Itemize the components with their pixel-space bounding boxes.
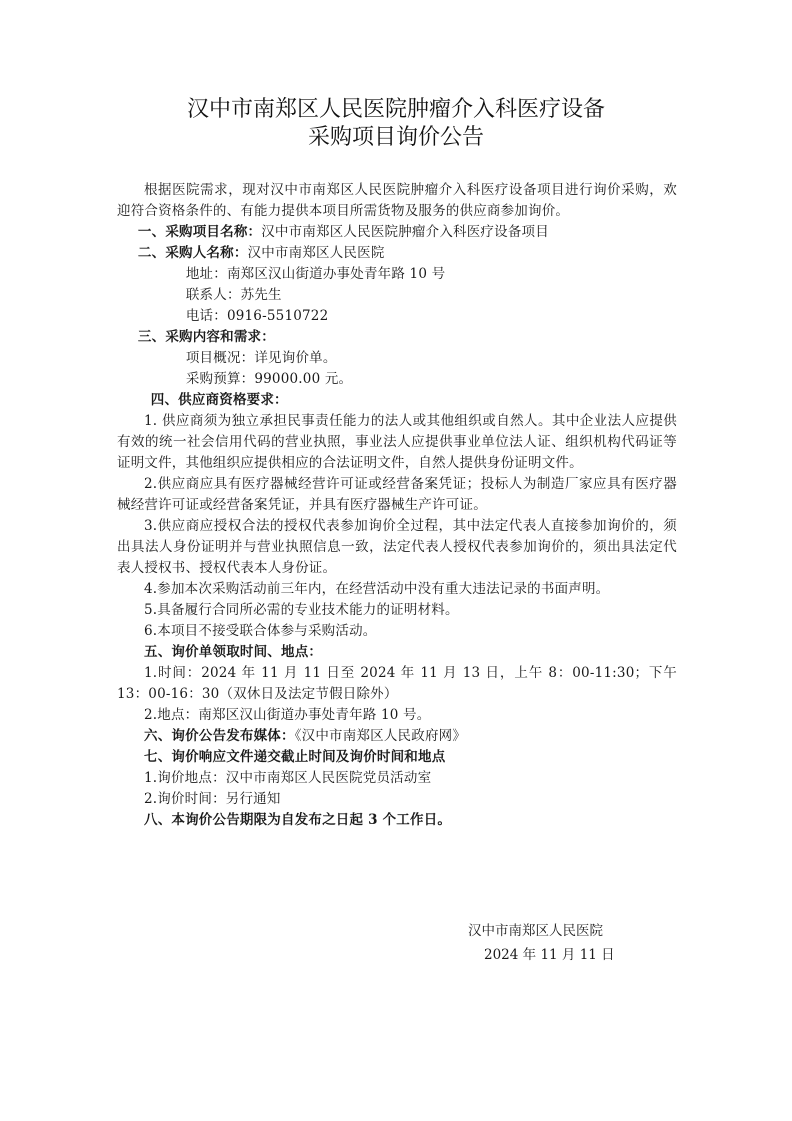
section-5-heading: 五、询价单领取时间、地点： [144,644,323,660]
section-6 [117,726,677,747]
section-3-heading: 三、采购内容和需求： [137,329,275,345]
section-7-heading: 七、询价响应文件递交截止时间及询价时间和地点 [144,749,446,765]
intro-paragraph: 根据医院需求，现对汉中市南郑区人民医院肿瘤介入科医疗设备项目进行询价采购，欢迎符合资格条件的、有能力提供本项目所需货物及服务的供应商参加询价。 [117,182,677,219]
section-8 [117,810,677,831]
inquiry-place: 1.询价地点：汉中市南郑区人民医院党员活动室 [144,770,432,786]
section-1-heading: 一、采购项目名称： [137,224,262,240]
doc-title-line1: 汉中市南郑区人民医院肿瘤介入科医疗设备 [186,97,605,122]
purchaser-contact: 联系人：苏先生 [185,287,282,303]
doc-body [117,180,677,831]
signature-org: 汉中市南郑区人民医院 [468,923,603,939]
publish-media: 《汉中市南郑区人民政府网》 [294,728,467,744]
section-2 [117,243,677,264]
section-4 [117,390,677,411]
qualification-item: 4.参加本次采购活动前三年内，在经营活动中没有重大违法记录的书面声明。 [144,581,610,597]
qualification-item: 5.具备履行合同所必需的专业技术能力的证明材料。 [144,602,459,618]
inquiry-time: 2.询价时间：另行通知 [144,791,281,807]
qualification-item: 2.供应商应具有医疗器械经营许可证或经营备案凭证；投标人为制造厂家应具有医疗器械经营许可证或经营备案凭证，并具有医疗器械生产许可证。 [117,476,677,513]
pickup-time: 1.时间：2024 年 11 月 11 日至 2024 年 11 月 13 日，上午 8：00-11:30；下午 13：00-16：30（双休日及法定节假日除外） [117,665,677,702]
qualification-item: 1. 供应商须为独立承担民事责任能力的法人或其他组织或自然人。其中企业法人应提供有效的统一社会信用代码的营业执照，事业法人应提供事业单位法人证、组织机构代码证等证明文件，其他组织应提供相应的合法证明文件，自然人提供身份证明文件。 [117,413,677,471]
project-overview: 项目概况：详见询价单。 [185,350,337,366]
section-4-heading: 四、供应商资格要求： [150,392,288,408]
project-name: 汉中市南郑区人民医院肿瘤介入科医疗设备项目 [261,224,549,240]
section-1 [117,222,677,243]
qualification-item: 3.供应商应授权合法的授权代表参加询价全过程，其中法定代表人直接参加询价的，须出具法人身份证明并与营业执照信息一致，法定代表人授权代表参加询价的，须出具法定代表人授权书、授权代表本人身份证。 [117,518,677,576]
purchaser-name: 汉中市南郑区人民医院 [247,245,385,261]
section-8-heading: 八、本询价公告期限为自发布之日起 3 个工作日。 [144,812,452,828]
section-2-heading: 二、采购人名称： [137,245,248,261]
section-5 [117,642,677,663]
purchaser-phone: 电话：0916-5510722 [185,308,329,324]
section-6-heading: 六、询价公告发布媒体： [144,728,295,744]
purchaser-address: 地址：南郑区汉山街道办事处青年路 10 号 [185,266,446,282]
signature-date: 2024 年 11 月 11 日 [484,947,615,963]
procurement-budget: 采购预算：99000.00 元。 [185,371,353,387]
doc-title-line2: 采购项目询价公告 [307,125,484,150]
section-3 [117,327,677,348]
qualification-item: 6.本项目不接受联合体参与采购活动。 [144,623,377,639]
pickup-place: 2.地点：南郑区汉山街道办事处青年路 10 号。 [144,707,431,723]
section-7 [117,747,677,768]
